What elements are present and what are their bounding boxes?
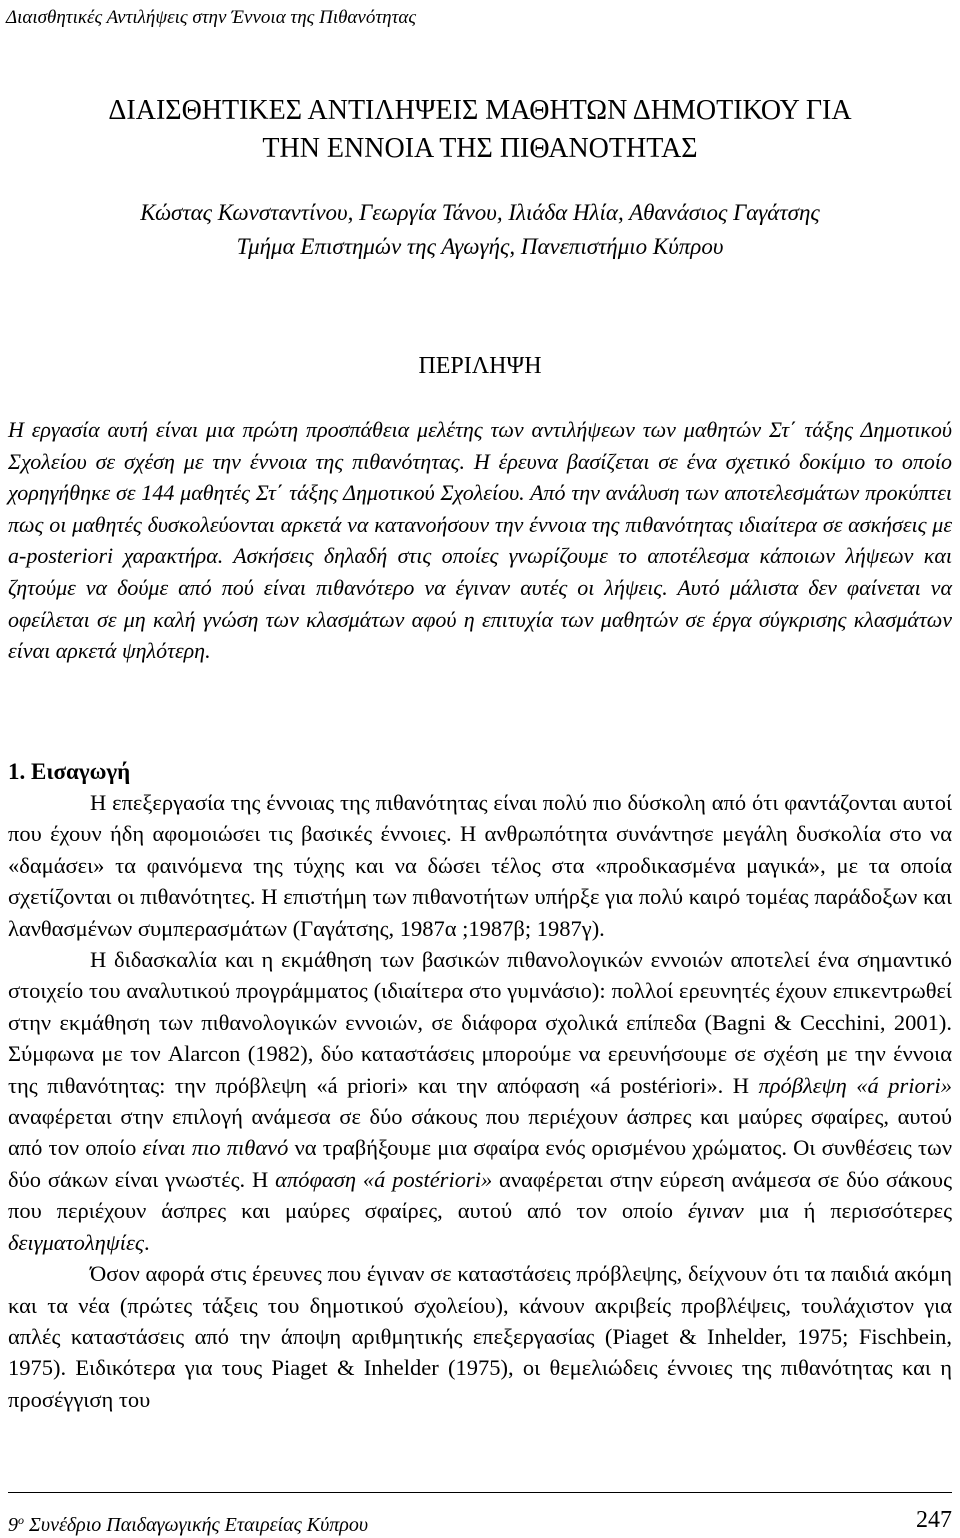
footer-conference	[8, 1507, 368, 1538]
paragraph-2-italic-4: έγιναν	[687, 1198, 744, 1224]
paragraph-3: Όσον αφορά στις έρευνες που έγιναν σε καταστάσεις πρόβλεψης, δείχνουν ότι τα παιδιά ακόμη και τα νέα (πρώτες τάξεις του δημοτικού σχολείου), κάνουν ακριβείς προβλέψεις, τουλάχιστον για απλές καταστάσεις από την άποψη αριθμητικής επεξεργασίας (Piaget & Inhelder, 1975; Fischbein, 1975). Ειδικότερα για τους Piaget & Inhelder (1975), οι θεμελιώδεις έννοιες της πιθανότητας και η προσέγγιση του	[8, 1261, 952, 1412]
edition-suffix: ο	[18, 1513, 24, 1527]
section-heading-introduction: 1. Εισαγωγή	[8, 759, 131, 784]
author-block	[0, 196, 960, 264]
paragraph-1: Η επεξεργασία της έννοιας της πιθανότητας είναι πολύ πιο δύσκολη από ότι φαντάζονται αυτοί που έχουν ήδη αφομοιώσει τις βασικές έννοιες. Η ανθρωπότητα συνάντησε μεγάλη δυσκολία στο να «δαμάσει» τα φαινόμενα της τύχης και να δώσει τέλος στα «προδικασμένα μαγικά», με τα οποία σχετίζονται οι πιθανότητες. Η επιστήμη των πιθανοτήτων υπήρξε για πολύ καιρό τομέας παράδοξων και λανθασμένων συμπερασμάτων (Γαγάτσης, 1987α ;1987β; 1987γ).	[8, 790, 952, 941]
paragraph-2-italic-3: απόφαση «á postériori»	[275, 1166, 493, 1192]
paragraph-2-text-2: αναφέρεται στην επιλογή ανάμεσα σε δύο σάκους που περιέχουν άσπρες και μαύρες σφαίρες, αυτού από τον οποίο	[8, 1104, 952, 1161]
footer-rule	[8, 1492, 952, 1493]
paragraph-2-text-5: μια ή περισσότερες	[743, 1198, 952, 1224]
introduction-body	[8, 787, 952, 1415]
affiliation: Τμήμα Επιστημών της Αγωγής, Πανεπιστήμιο Κύπρου	[236, 234, 724, 259]
paragraph-2-italic-1: πρόβλεψη «á priori»	[758, 1072, 952, 1098]
conference-name: Συνέδριο Παιδαγωγικής Εταιρείας Κύπρου	[24, 1514, 369, 1536]
paper-title	[0, 92, 960, 168]
paragraph-2	[8, 944, 952, 1258]
paper-title-line-1: ΔΙΑΙΣΘΗΤΙΚΕΣ ΑΝΤΙΛΗΨΕΙΣ ΜΑΘΗΤΩΝ ΔΗΜΟΤΙΚΟΥ ΓΙΑ	[108, 95, 852, 126]
abstract-heading: ΠΕΡΙΛΗΨΗ	[418, 353, 542, 379]
author-list: Κώστας Κωνσταντίνου, Γεωργία Τάνου, Ιλιάδα Ηλία, Αθανάσιος Γαγάτσης	[140, 200, 820, 225]
page-number: 247	[916, 1507, 952, 1533]
paragraph-2-text-3: να τραβήξουμε μια σφαίρα ενός ορισμένου χρώματος. Οι συνθέσεις των δύο σάκων είναι γνωστές. Η	[8, 1135, 952, 1192]
paragraph-2-text-4: αναφέρεται στην εύρεση ανάμεσα σε δύο σάκους που περιέχουν άσπρες και μαύρες σφαίρες, αυτού από τον οποίο	[8, 1166, 952, 1224]
paper-title-line-2: ΤΗΝ ΕΝΝΟΙΑ ΤΗΣ ΠΙΘΑΝΟΤΗΤΑΣ	[262, 133, 698, 164]
edition-number: 9	[8, 1514, 18, 1536]
paragraph-2-text-6: .	[143, 1229, 150, 1255]
paragraph-2-italic-2: είναι πιο πιθανό	[142, 1135, 289, 1161]
paragraph-2-italic-5: δειγματοληψίες	[8, 1229, 144, 1255]
running-header: Διαισθητικές Αντιλήψεις στην Έννοια της Πιθανότητας	[6, 7, 417, 28]
abstract-text: Η εργασία αυτή είναι μια πρώτη προσπάθεια μελέτης των αντιλήψεων των μαθητών Στ΄ τάξης Δημοτικού Σχολείου σε σχέση με την έννοια της πιθανότητας. Η έρευνα βασίζεται σε ένα σχετικό δοκίμιο το οποίο χορηγήθηκε σε 144 μαθητές Στ΄ τάξης Δημοτικού Σχολείου. Από την ανάλυση των αποτελεσμάτων προκύπτει πως οι μαθητές δυσκολεύονται αρκετά να κατανοήσουν την έννοια της πιθανότητας ιδιαίτερα σε ασκήσεις με a-posteriori χαρακτήρα. Ασκήσεις δηλαδή στις οποίες γνωρίζουμε το αποτέλεσμα κάποιων λήψεων και ζητούμε να δούμε από πού είναι πιθανότερο να έγιναν αυτές οι λήψεις. Αυτό μάλιστα δεν φαίνεται να οφείλεται σε μη καλή γνώση των κλασμάτων αφού η επιτυχία των μαθητών σε έργα σύγκρισης κλασμάτων είναι αρκετά ψηλότερη.	[8, 417, 952, 664]
paragraph-2-text-1: Η διδασκαλία και η εκμάθηση των βασικών πιθανολογικών εννοιών αποτελεί ένα σημαντικό στοιχείο του αναλυτικού προγράμματος (ιδιαίτερα στο γυμνάσιο): πολλοί ερευνητές έχουν επικεντρωθεί στην εκμάθηση των πιθανολογικών εννοιών, σε διάφορα σχολικά επίπεδα (Bagni & Cecchini, 2001). Σύμφωνα με τον Alarcon (1982), δύο καταστάσεις μπορούμε να ερευνήσουμε σε σχέση με την έννοια της πιθανότητας: την πρόβλεψη «á priori» και την απόφαση «á postériori». Η	[8, 947, 952, 1098]
